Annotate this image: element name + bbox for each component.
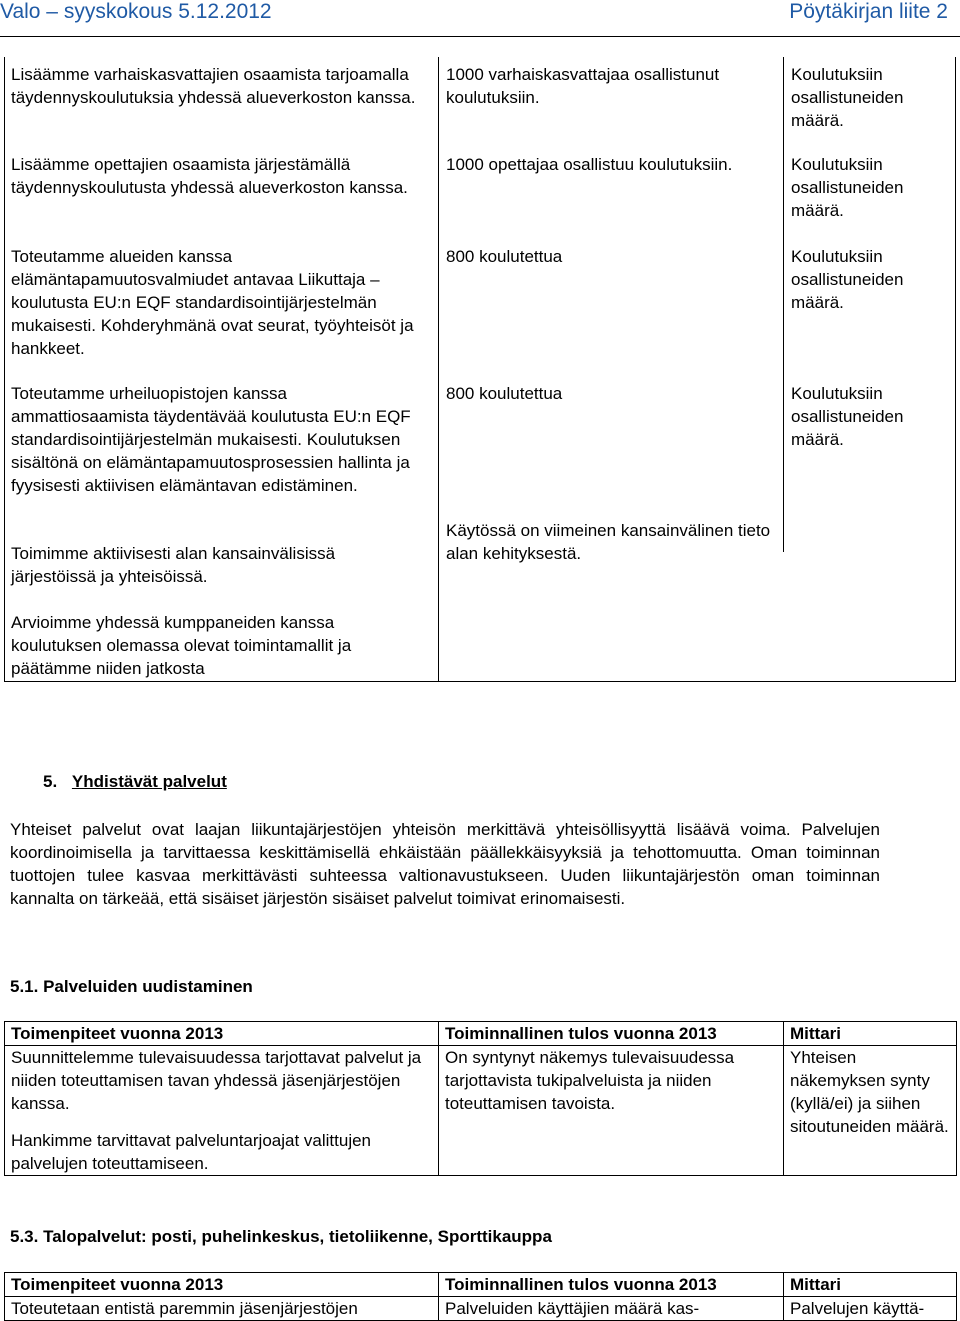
table-cell-action: Toteutamme alueiden kanssa elämäntapamuutosvalmiudet antavaa Liikuttaja – koulutusta EU:n EQF standardisointijärjestelmän mukaisesti. Kohderyhmänä ovat seurat, työyhteisöt ja hankkeet. [11,247,414,358]
table-cell-action: Arvioimme yhdessä kumppaneiden kanssa koulutuksen olemassa olevat toimintamallit ja päätämme niiden jatkosta [11,613,352,678]
table-cell-result: 800 koulutettua [446,384,563,403]
goals-table [4,57,956,682]
table-header-row [5,1022,957,1046]
column-header: Toiminnallinen tulos vuonna 2013 [439,1022,784,1046]
table-cell-action: Toimimme aktiivisesti alan kansainvälisissä järjestöissä ja yhteisöissä. [11,544,336,586]
table-row [5,1046,957,1176]
table-cell-action: Lisäämme varhaiskasvattajien osaamista tarjoamalla täydennyskoulutuksia yhdessä alueverkoston kanssa. [11,65,416,107]
section-number: 5. [43,772,58,791]
subsection-title: 5.1. Palveluiden uudistaminen [10,977,253,996]
table-cell-result: 800 koulutettua [446,247,563,266]
table-header-row [5,1273,957,1297]
column-header: Mittari [784,1022,957,1046]
table-row [5,1297,957,1321]
section-title: Yhdistävät palvelut [71,772,227,791]
action-text: Suunnittelemme tulevaisuudessa tarjottavat palvelut ja niiden toteuttamisen tavan yhdessä jäsenjärjestöjen kanssa. [11,1048,422,1113]
appendix-label: Pöytäkirjan liite 2 [789,0,948,23]
table-cell-result: On syntynyt näkemys tulevaisuudessa tarjottavista tukipalveluista ja niiden toteuttamisen tavoista. [439,1046,784,1176]
section-heading [43,772,227,792]
table-cell-metric: Koulutuksiin osallistuneiden määrä. [791,155,904,220]
action-text: Hankimme tarvittavat palveluntarjoajat valittujen palvelujen toteuttamiseen. [11,1131,372,1173]
table-cell-result: 1000 opettajaa osallistuu koulutuksiin. [446,155,733,174]
section-paragraph: Yhteiset palvelut ovat laajan liikuntajärjestöjen yhteisön merkittävä yhteisöllisyyttä lisäävä voima. Palvelujen koordinoimisella ja tarvittaessa keskittämisellä ehkäistään päällekkäisyyksiä ja tehottomuutta. Oman toiminnan tuottojen tulee kasvaa merkittävästi suhteessa valtionavustukseen. Uuden liikuntajärjestön oman toiminnan kannalta on tärkeää, että sisäiset järjestön sisäiset palvelut toimivat erinomaisesti. [10,820,880,908]
table-cell-action: Lisäämme opettajien osaamista järjestämällä täydennyskoulutusta yhdessä alueverkoston kanssa. [11,155,408,197]
table-cell-result: 1000 varhaiskasvattajaa osallistunut koulutuksiin. [446,65,720,107]
table-cell-metric: Palvelujen käyttä- [784,1297,957,1321]
column-header: Toimenpiteet vuonna 2013 [5,1273,439,1297]
table-cell-action: Toteutamme urheiluopistojen kanssa ammattiosaamista täydentävää koulutusta EU:n EQF standardisointijärjestelmän mukaisesti. Koulutuksen sisältönä on elämäntapamuutosprosessien hallinta ja fyysisesti aktiivisen elämäntavan edistäminen. [11,384,411,495]
column-divider [438,57,439,681]
table-cell-action: Toteutetaan entistä paremmin jäsenjärjestöjen [5,1297,439,1321]
subsection-title: 5.3. Talopalvelut: posti, puhelinkeskus, tietoliikenne, Sporttikauppa [10,1227,552,1246]
column-header: Toiminnallinen tulos vuonna 2013 [439,1273,784,1297]
column-divider [783,57,784,552]
meeting-title: Valo – syyskokous 5.12.2012 [0,0,272,23]
table-cell-metric: Koulutuksiin osallistuneiden määrä. [791,65,904,130]
table-cell-metric: Koulutuksiin osallistuneiden määrä. [791,384,904,449]
house-services-table [4,1272,957,1321]
page-header [0,0,960,37]
table-cell-metric: Koulutuksiin osallistuneiden määrä. [791,247,904,312]
table-cell-result: Palveluiden käyttäjien määrä kas- [439,1297,784,1321]
services-renewal-table [4,1021,957,1176]
column-header: Toimenpiteet vuonna 2013 [5,1022,439,1046]
table-cell-result: Käytössä on viimeinen kansainvälinen tieto alan kehityksestä. [446,521,771,563]
column-header: Mittari [784,1273,957,1297]
table-cell-metric: Yhteisen näkemyksen synty (kyllä/ei) ja siihen sitoutuneiden määrä. [784,1046,957,1176]
table-cell-action [5,1046,439,1176]
